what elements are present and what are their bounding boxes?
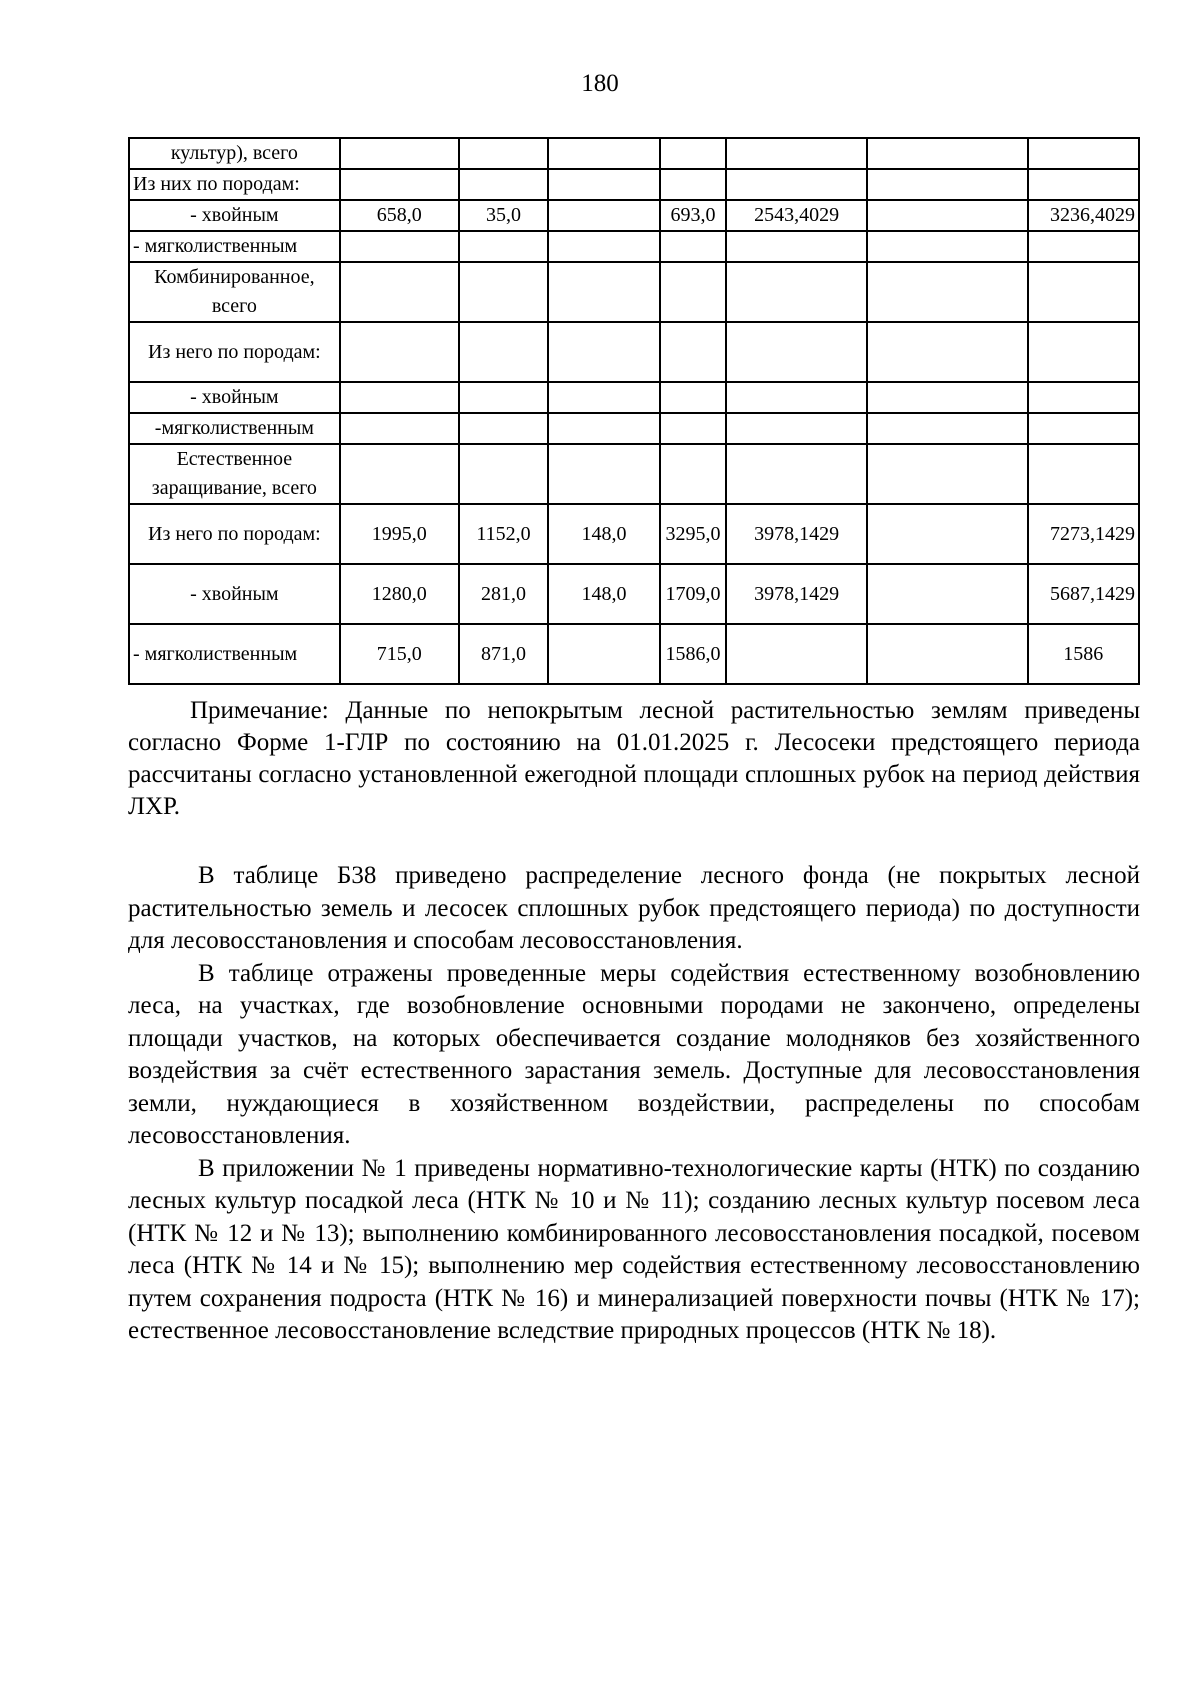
table-cell [867, 413, 1028, 444]
table-cell [1028, 262, 1139, 322]
row-label: - хвойным [129, 382, 340, 413]
table-cell [459, 262, 549, 322]
table-cell [867, 138, 1028, 169]
note-text: Примечание: Данные по непокрытым лесной растительностью землям приведены согласно Форме 1-ГЛР по состоянию на 01.01.2025 г. Лесосеки предстоящего периода рассчитаны согласно установленной ежегодной площади сплошных рубок на период действия ЛХР. [128, 697, 1140, 820]
table-cell: 148,0 [548, 504, 659, 564]
table-cell [726, 231, 867, 262]
page-number: 180 [581, 70, 619, 97]
table-cell [660, 262, 727, 322]
table-cell [459, 444, 549, 504]
table-cell [548, 200, 659, 231]
table-row [129, 200, 1139, 231]
table-cell: 7273,1429 [1028, 504, 1139, 564]
row-label: Комбинированное, всего [129, 262, 340, 322]
table-cell: 693,0 [660, 200, 727, 231]
table-cell [1028, 444, 1139, 504]
row-label: Из них по породам: [129, 169, 340, 200]
table-cell [867, 444, 1028, 504]
table-cell [340, 231, 459, 262]
table-cell [726, 322, 867, 382]
table-row [129, 504, 1139, 564]
table-cell [459, 169, 549, 200]
table-cell: 658,0 [340, 200, 459, 231]
table-cell [1028, 413, 1139, 444]
table-cell [340, 382, 459, 413]
table-row [129, 138, 1139, 169]
table-cell [1028, 322, 1139, 382]
table-row [129, 624, 1139, 684]
table-cell [726, 262, 867, 322]
table-cell [867, 262, 1028, 322]
table-cell [459, 231, 549, 262]
table-cell [548, 138, 659, 169]
table-cell [459, 382, 549, 413]
body-text [128, 860, 1140, 1348]
table-cell [660, 413, 727, 444]
table-cell [548, 231, 659, 262]
table-cell: 3295,0 [660, 504, 727, 564]
row-label: Естественное заращивание, всего [129, 444, 340, 504]
table-cell: 715,0 [340, 624, 459, 684]
table-cell [660, 444, 727, 504]
table-cell [548, 322, 659, 382]
table-cell [459, 138, 549, 169]
table-cell: 1586 [1028, 624, 1139, 684]
table-cell [726, 169, 867, 200]
table-cell [340, 262, 459, 322]
table-cell: 3978,1429 [726, 504, 867, 564]
row-label: культур), всего [129, 138, 340, 169]
table-cell [548, 169, 659, 200]
table-cell [340, 138, 459, 169]
table-cell [660, 382, 727, 413]
paragraph: В таблице Б38 приведено распределение лесного фонда (не покрытых лесной растительностью земель и лесосек сплошных рубок предстоящего периода) по доступности для лесовосстановления и способам лесовосстановления. [128, 862, 1140, 954]
table-cell [867, 564, 1028, 624]
table-cell [867, 231, 1028, 262]
table-cell: 2543,4029 [726, 200, 867, 231]
table-row [129, 564, 1139, 624]
table-cell [459, 413, 549, 444]
table-cell [548, 624, 659, 684]
row-label: Из него по породам: [129, 322, 340, 382]
table-cell [340, 413, 459, 444]
paragraph: В таблице отражены проведенные меры содействия естественному возобновлению леса, на участках, где возобновление основными породами не закончено, определены площади участков, на которых обеспечивается создание молодняков без хозяйственного воздействия за счёт естественного зарастания земель. Доступные для лесовосстановления земли, нуждающиеся в хозяйственном воздействии, распределены по способам лесовосстановления. [128, 959, 1140, 1149]
table-cell: 3978,1429 [726, 564, 867, 624]
table-row [129, 382, 1139, 413]
table-cell [726, 382, 867, 413]
table-cell: 1586,0 [660, 624, 727, 684]
table-cell [660, 322, 727, 382]
table-cell [1028, 231, 1139, 262]
data-table [128, 137, 1140, 685]
table-cell: 35,0 [459, 200, 549, 231]
table-cell: 281,0 [459, 564, 549, 624]
table-cell [340, 444, 459, 504]
table-cell [726, 444, 867, 504]
table-cell [867, 169, 1028, 200]
table-row [129, 413, 1139, 444]
table-cell: 1280,0 [340, 564, 459, 624]
table-cell: 1152,0 [459, 504, 549, 564]
table-row [129, 169, 1139, 200]
table-cell [1028, 169, 1139, 200]
table-cell [340, 322, 459, 382]
table-cell [726, 413, 867, 444]
table-cell: 871,0 [459, 624, 549, 684]
table-cell: 5687,1429 [1028, 564, 1139, 624]
table-cell [867, 322, 1028, 382]
table-cell: 1995,0 [340, 504, 459, 564]
table-cell [1028, 138, 1139, 169]
row-label: - хвойным [129, 200, 340, 231]
table-cell [660, 169, 727, 200]
table-cell [548, 444, 659, 504]
table-row [129, 231, 1139, 262]
row-label: - хвойным [129, 564, 340, 624]
row-label: -мягколиственным [129, 413, 340, 444]
table-cell: 148,0 [548, 564, 659, 624]
row-label: - мягколиственным [129, 624, 340, 684]
table-cell [660, 138, 727, 169]
table-cell [548, 262, 659, 322]
table-row [129, 262, 1139, 322]
table-cell [867, 624, 1028, 684]
table-cell [867, 504, 1028, 564]
table-cell [548, 413, 659, 444]
table-cell [459, 322, 549, 382]
table-row [129, 444, 1139, 504]
table-note [128, 695, 1140, 823]
table-cell [867, 382, 1028, 413]
table-cell: 3236,4029 [1028, 200, 1139, 231]
row-label: Из него по породам: [129, 504, 340, 564]
table-cell [726, 138, 867, 169]
table-cell [340, 169, 459, 200]
table-cell [867, 200, 1028, 231]
table-cell [660, 231, 727, 262]
row-label: - мягколиственным [129, 231, 340, 262]
table-cell [548, 382, 659, 413]
table-cell: 1709,0 [660, 564, 727, 624]
table-row [129, 322, 1139, 382]
paragraph: В приложении № 1 приведены нормативно-технологические карты (НТК) по созданию лесных культур посадкой леса (НТК № 10 и № 11); созданию лесных культур посевом леса (НТК № 12 и № 13); выполнению комбинированного лесовосстановления посадкой, посевом леса (НТК № 14 и № 15); выполнению мер содействия естественному лесовосстановлению путем сохранения подроста (НТК № 16) и минерализацией поверхности почвы (НТК № 17); естественное лесовосстановление вследствие природных процессов (НТК № 18). [128, 1154, 1140, 1344]
table-cell [1028, 382, 1139, 413]
table-cell [726, 624, 867, 684]
